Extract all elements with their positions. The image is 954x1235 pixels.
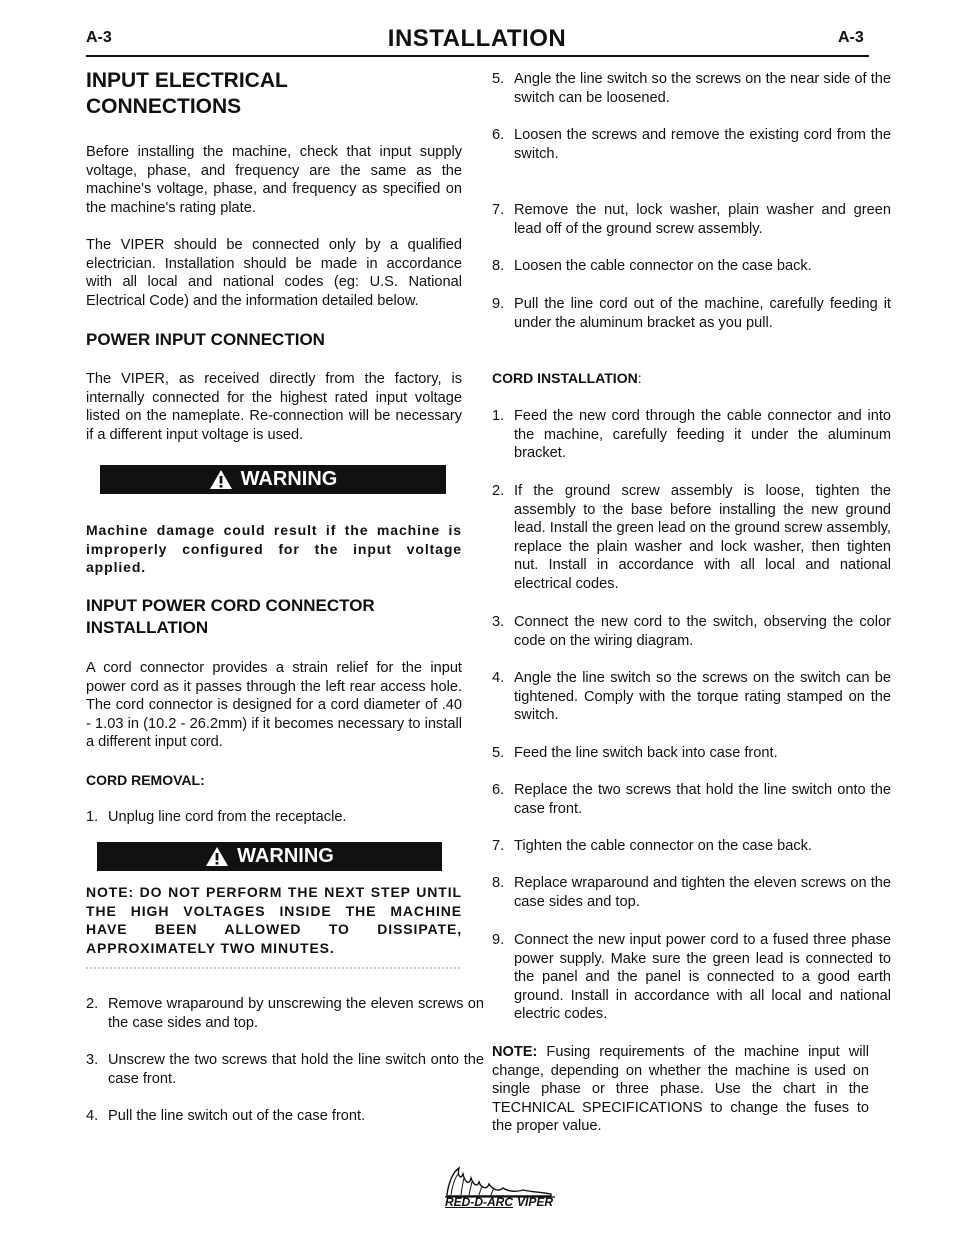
step-number: 5. — [492, 71, 505, 87]
heading-line-1: INPUT POWER CORD CONNECTOR — [86, 596, 375, 615]
heading-line-1: INPUT ELECTRICAL — [86, 69, 288, 92]
section-heading-input-electrical — [86, 68, 462, 120]
install-step — [492, 407, 891, 463]
install-step — [492, 744, 891, 763]
fusing-note — [492, 1043, 869, 1136]
step-number: 3. — [492, 614, 505, 630]
cord-installation-heading-text: CORD INSTALLATION — [492, 370, 638, 386]
step-number: 9. — [492, 296, 505, 312]
warning-label: WARNING — [240, 468, 338, 490]
step-text: Pull the line switch out of the case front. — [108, 1108, 366, 1124]
heading-line-2: CONNECTIONS — [86, 95, 242, 118]
cord-installation-heading — [492, 369, 869, 387]
warning-banner-1 — [100, 465, 446, 494]
warning-triangle-icon — [209, 469, 233, 490]
step-number: 1. — [86, 809, 99, 825]
step-number: 2. — [492, 483, 505, 499]
removal-step — [86, 995, 484, 1032]
dotted-divider — [86, 967, 460, 969]
brand-name: RED-D-ARC — [445, 1195, 513, 1209]
step-number: 2. — [86, 996, 99, 1012]
step-text: Remove wraparound by unscrewing the eleven screws on the case sides and top. — [108, 996, 484, 1031]
product-name: VIPER — [517, 1195, 554, 1209]
step-text: Connect the new cord to the switch, observing the color code on the wiring diagram. — [514, 614, 891, 649]
removal-step — [86, 1051, 484, 1088]
removal-step — [492, 201, 891, 238]
removal-step — [492, 70, 891, 107]
step-text: Loosen the cable connector on the case back. — [514, 258, 812, 274]
install-step — [492, 931, 891, 1024]
step-text: Unscrew the two screws that hold the line switch onto the case front. — [108, 1052, 484, 1087]
step-number: 5. — [492, 745, 505, 761]
step-number: 7. — [492, 838, 505, 854]
removal-step — [492, 126, 891, 163]
step-text: Replace the two screws that hold the line switch onto the case front. — [514, 782, 891, 817]
install-step — [492, 669, 891, 725]
step-text: If the ground screw assembly is loose, tighten the assembly to the base before installing the new ground lead. Install the green lead on the ground screw assembly, replace the plain washer and lock washer, then tighten nut. Install in accordance with all local and national electrical codes. — [514, 483, 891, 592]
page-number-right: A-3 — [838, 29, 864, 46]
step-text: Replace wraparound and tighten the eleven screws on the case sides and top. — [514, 875, 891, 910]
step-number: 1. — [492, 408, 505, 424]
removal-step — [86, 1107, 484, 1126]
step-text: Tighten the cable connector on the case back. — [514, 838, 813, 854]
intro-paragraph-2: The VIPER should be connected only by a qualified electrician. Installation should be made in accordance with all local and national codes (eg: U.S. National Electrical Code) and the information detailed below. — [86, 237, 462, 309]
note-label: NOTE: — [492, 1044, 538, 1060]
step-number: 6. — [492, 127, 505, 143]
removal-step — [492, 295, 891, 332]
step-text: Remove the nut, lock washer, plain washer and green lead off of the ground screw assembly. — [514, 202, 891, 237]
step-number: 8. — [492, 258, 505, 274]
note-text: Fusing requirements of the machine input will change, depending on whether the machine is used on single phase or three phase. Use the chart in the TECHNICAL SPECIFICATIONS to change the fuses to the proper value. — [492, 1044, 869, 1135]
step-number: 3. — [86, 1052, 99, 1068]
step-number: 6. — [492, 782, 505, 798]
power-input-paragraph: The VIPER, as received directly from the factory, is internally connected for the highest rated input voltage listed on the nameplate. Re-connection will be necessary if a different input voltage is used. — [86, 371, 462, 443]
cord-removal-heading: CORD REMOVAL: — [86, 772, 205, 788]
warning-text-1: Machine damage could result if the machine is improperly configured for the input voltage applied. — [86, 522, 462, 576]
header-divider — [86, 55, 869, 57]
warning-banner-2 — [97, 842, 442, 871]
step-text: Pull the line cord out of the machine, carefully feeding it under the aluminum bracket as you pull. — [514, 296, 891, 331]
install-step — [492, 613, 891, 650]
step-text: Feed the new cord through the cable connector and into the machine, carefully feeding it under the aluminum bracket. — [514, 408, 891, 462]
heading-colon: : — [637, 370, 642, 386]
cord-connector-heading — [86, 595, 462, 639]
step-number: 7. — [492, 202, 505, 218]
warning-label: WARNING — [237, 845, 334, 867]
step-text: Connect the new input power cord to a fused three phase power supply. Make sure the green lead is connected to the panel and the panel is connected to a good earth ground. Install in accordance with all local and national electric codes. — [514, 932, 891, 1023]
step-text: Unplug line cord from the receptacle. — [108, 809, 347, 825]
install-step — [492, 837, 891, 856]
cord-connector-paragraph: A cord connector provides a strain relief for the input power cord as it passes through the left rear access hole. The cord connector is designed for a cord diameter of .40 - 1.03 in (10.2 - 26.2mm) if it becomes necessary to install a different input cord. — [86, 660, 462, 751]
step-number: 4. — [492, 670, 505, 686]
step-number: 4. — [86, 1108, 99, 1124]
step-number: 8. — [492, 875, 505, 891]
warning-triangle-icon — [205, 846, 229, 867]
step-text: Feed the line switch back into case front. — [514, 745, 778, 761]
power-input-heading: POWER INPUT CONNECTION — [86, 330, 325, 349]
intro-paragraph-1: Before installing the machine, check that input supply voltage, phase, and frequency are the same as the machine's voltage, phase, and frequency as specified on the machine's rating plate. — [86, 144, 462, 216]
step-text: Loosen the screws and remove the existing cord from the switch. — [514, 127, 891, 162]
removal-step — [492, 257, 891, 276]
install-step — [492, 781, 891, 818]
warning-text-2: NOTE: DO NOT PERFORM THE NEXT STEP UNTIL THE HIGH VOLTAGES INSIDE THE MACHINE HAVE BEEN ALLOWED TO DISSIPATE, APPROXIMATELY TWO MINUTES. — [86, 884, 462, 956]
install-step — [492, 874, 891, 911]
removal-step — [86, 808, 484, 827]
page-title: INSTALLATION — [387, 25, 567, 52]
page-number-left: A-3 — [86, 29, 112, 46]
step-text: Angle the line switch so the screws on the near side of the switch can be loosened. — [514, 71, 891, 106]
install-step — [492, 482, 891, 594]
step-number: 9. — [492, 932, 505, 948]
heading-line-2: INSTALLATION — [86, 618, 209, 637]
step-text: Angle the line switch so the screws on the switch can be tightened. Comply with the torque rating stamped on the switch. — [514, 670, 891, 724]
